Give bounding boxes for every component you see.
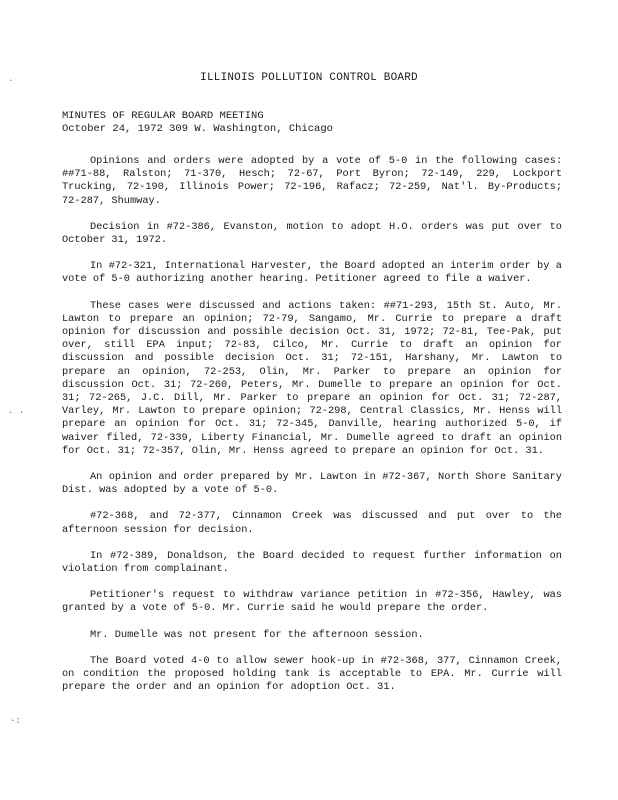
paragraph: An opinion and order prepared by Mr. Lawton in #72-367, North Shore Sanitary Dist. was adopted by a vote of 5-0. [62,471,562,497]
scan-speck: ·: [10,716,21,726]
meeting-heading: MINUTES OF REGULAR BOARD MEETING [62,110,264,122]
document-title: ILLINOIS POLLUTION CONTROL BOARD [200,72,418,84]
paragraph: Decision in #72-386, Evanston, motion to adopt H.O. orders was put over to October 31, 1972. [62,220,562,247]
paragraph: #72-368, and 72-377, Cinnamon Creek was discussed and put over to the afternoon session for decision. [62,510,562,536]
scan-speck: · · [8,408,25,418]
paragraph: In #72-389, Donaldson, the Board decided to request further information on violation from complainant. [62,549,562,576]
minutes-body [62,155,562,708]
paragraph: Opinions and orders were adopted by a vote of 5-0 in the following cases: ##71-88, Ralston; 71-370, Hesch; 72-67, Port Byron; 72-149, 229, Lockport Trucking, 72-190, Illinois Power; 72-196, Rafacz; 72-259, Nat'l. By-Products; 72-287, Shumway. [62,155,562,207]
paragraph: The Board voted 4-0 to allow sewer hook-up in #72-368, 377, Cinnamon Creek, on condition the proposed holding tank is acceptable to EPA. Mr. Currie will prepare the order and an opinion for adoption Oct. 31. [62,654,562,694]
paragraph: Petitioner's request to withdraw variance petition in #72-356, Hawley, was granted by a vote of 5-0. Mr. Currie said he would prepare the order. [62,589,562,615]
paragraph: In #72-321, International Harvester, the Board adopted an interim order by a vote of 5-0 authorizing another hearing. Petitioner agreed to file a waiver. [62,260,562,286]
meeting-date-place: October 24, 1972 309 W. Washington, Chicago [62,123,333,135]
paragraph: Mr. Dumelle was not present for the afternoon session. [90,628,424,641]
scan-speck: · [8,76,14,86]
meeting-header [62,110,333,136]
paragraph: These cases were discussed and actions taken: ##71-293, 15th St. Auto, Mr. Lawton to prepare an opinion; 72-79, Sangamo, Mr. Currie to prepare a draft opinion for discussion and possible decision Oct. 31, 1972; 72-81, Tee-Pak, put over, still EPA input; 72-83, Cilco, Mr. Currie to draft an opinion for discussion and possible decision Oct. 31; 72-151, Harshany, Mr. Lawton to prepare an opinion, 72-253, Olin, Mr. Parker to prepare an opinion for discussion Oct. 31; 72-260, Peters, Mr. Dumelle to prepare an opinion for Oct. 31; 72-265, J.C. Dill, Mr. Parker to prepare an opinion for Oct. 31; 72-287, Varley, Mr. Lawton to prepare opinion; 72-298, Central Classics, Mr. Henss will prepare an opinion for Oct. 31; 72-345, Danville, hearing authorized 5-0, if waiver filed, 72-339, Liberty Financial, Mr. Dumelle agreed to draft an opinion for Oct. 31; 72-357, Olin, Mr. Henss agreed to prepare an opinion for Oct. 31. [62,299,562,457]
